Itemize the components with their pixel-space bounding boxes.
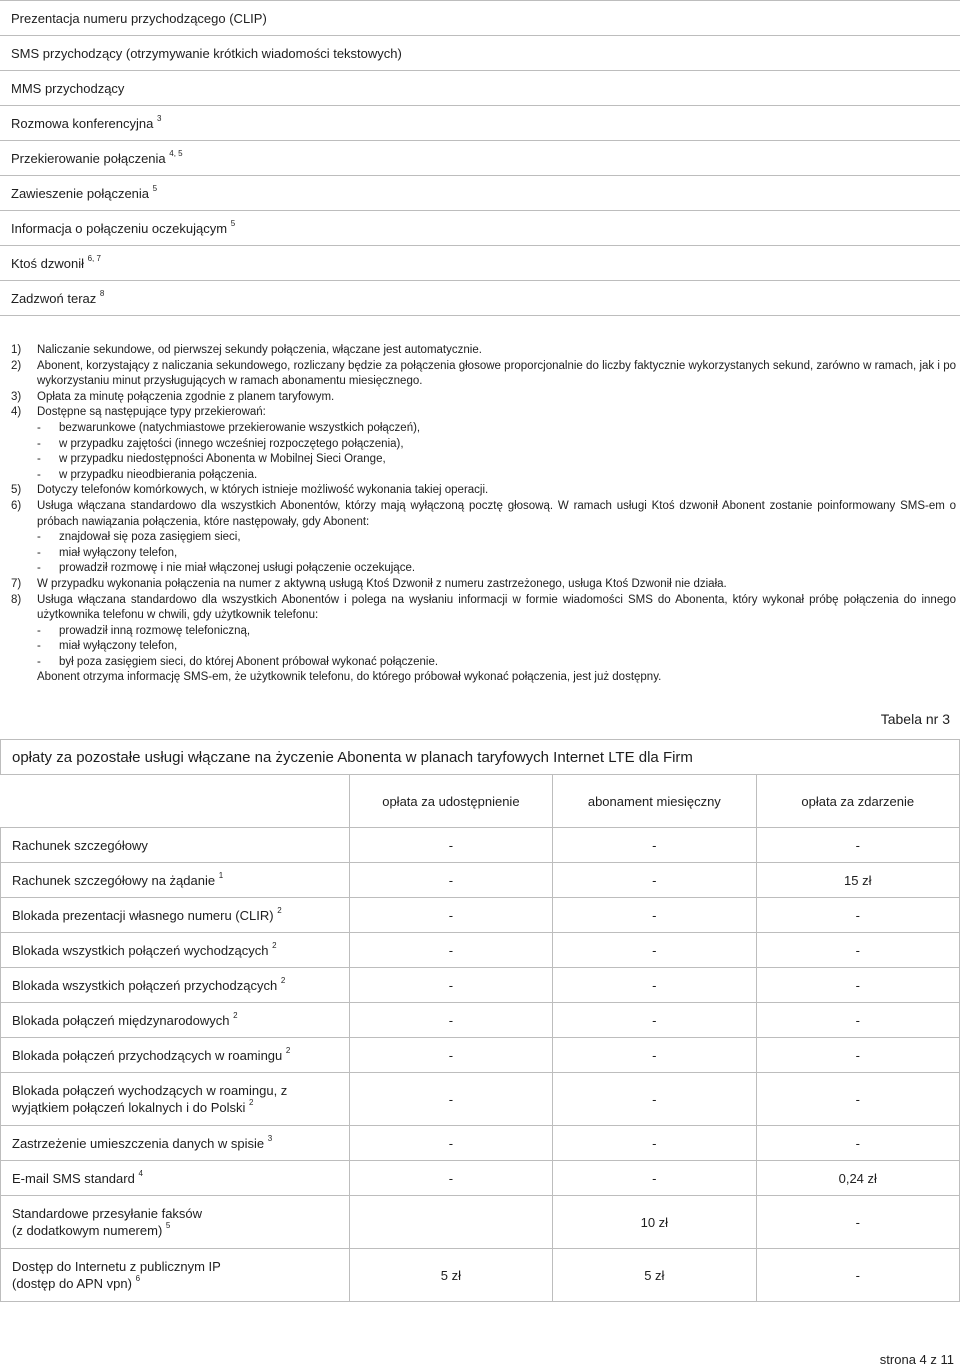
list-item: - miał wyłączony telefon, bbox=[37, 640, 178, 653]
service-row bbox=[0, 211, 960, 246]
service-row bbox=[0, 71, 960, 106]
service-label: Zawieszenie połączenia bbox=[11, 185, 150, 201]
footnote-ref: 2 bbox=[233, 1010, 238, 1020]
service-label: Ktoś dzwonił bbox=[11, 255, 84, 271]
table-row: Zastrzeżenie umieszczenia danych w spisie $^3$ - - - bbox=[1, 1126, 960, 1161]
service-label: Rozmowa konferencyjna bbox=[11, 115, 154, 131]
page-number: strona 4 z 11 bbox=[879, 1352, 954, 1367]
footnote-ref: 2 bbox=[277, 905, 282, 915]
service-label: Informacja o połączeniu oczekującym bbox=[11, 220, 228, 236]
list-item: - w przypadku nieodbierania połączenia. bbox=[37, 468, 258, 481]
table-row: Blokada wszystkich połączeń wychodzących $^2$ - - - bbox=[1, 933, 960, 968]
service-row bbox=[0, 246, 960, 281]
table-row: Blokada połączeń przychodzących w roamingu $^2$ - - - bbox=[1, 1038, 960, 1073]
footnote-ref: 5 bbox=[230, 218, 236, 228]
footnote-ref: 8 bbox=[99, 288, 105, 298]
service-row bbox=[0, 106, 960, 141]
footnote-ref: 2 bbox=[285, 1045, 291, 1055]
list-item: - był poza zasięgiem sieci, do której Abonent próbował wykonać połączenie. bbox=[37, 655, 439, 668]
footnote-4: 4) Dostępne są następujące typy przekierowań: bbox=[11, 406, 266, 419]
footnote-7: 7) W przypadku wykonania połączenia na numer z aktywną usługą Ktoś Dzwonił z numeru zastrzeżonego, usługa Ktoś Dzwonił nie działa. bbox=[11, 577, 727, 590]
fees-table bbox=[0, 739, 960, 1302]
footnote-8-continuation: Abonent otrzyma informację SMS-em, że użytkownik telefonu, do którego próbował wykonać połączenia, jest już dostępny. bbox=[37, 671, 662, 684]
footnote-1: 1) Naliczanie sekundowe, od pierwszej sekundy połączenia, włączane jest automatycznie. bbox=[11, 344, 482, 356]
footnote-ref: 5 bbox=[165, 1221, 171, 1230]
table-row: Blokada połączeń międzynarodowych $^2$ - - - bbox=[1, 1003, 960, 1038]
service-label: MMS przychodzący bbox=[11, 80, 125, 96]
table-row: Blokada wszystkich połączeń przychodzących $^2$ - - - bbox=[1, 968, 960, 1003]
footnote-ref: 2 bbox=[272, 940, 277, 950]
footnote-ref: 3 bbox=[267, 1133, 273, 1143]
table-title: opłaty za pozostałe usługi włączane na życzenie Abonenta w planach taryfowych Internet LTE dla Firm bbox=[1, 740, 960, 775]
service-label: Prezentacja numeru przychodzącego (CLIP) bbox=[11, 10, 267, 26]
footnote-ref: 6 bbox=[135, 1274, 141, 1283]
footnote-ref: 2 bbox=[280, 975, 286, 985]
service-row bbox=[0, 176, 960, 211]
column-header: opłata za zdarzenie bbox=[756, 775, 959, 828]
service-row bbox=[0, 36, 960, 71]
list-item: - bezwarunkowe (natychmiastowe przekierowanie wszystkich połączeń), bbox=[37, 421, 421, 434]
list-item: - miał wyłączony telefon, bbox=[37, 546, 178, 559]
table-header-row bbox=[1, 775, 960, 828]
footnote-ref: 4 bbox=[138, 1168, 143, 1178]
list-item: - w przypadku zajętości (innego wcześniej rozpoczętego połączenia), bbox=[37, 437, 404, 450]
service-row bbox=[0, 141, 960, 176]
footnote-3: 3) Opłata za minutę połączenia zgodnie z planem taryfowym. bbox=[11, 390, 335, 403]
table-row: Standardowe przesyłanie faksów (z dodatkowym numerem) $^5$ 10 zł - bbox=[1, 1196, 960, 1249]
table-row: Rachunek szczegółowy na żądanie $^1$ - - 15 zł bbox=[1, 863, 960, 898]
table-row: Dostęp do Internetu z publicznym IP (dostęp do APN vpn) $^6$ 5 zł 5 zł - bbox=[1, 1249, 960, 1302]
footnote-2: 2) Abonent, korzystający z naliczania sekundowego, rozliczany będzie za połączenia głosowe proporcjonalnie do liczby faktycznie wykorzystanych sekund, zarówno w ramach, jak i po wykorzystaniu minut przysługujących w ramach abonamentu miesięcznego. bbox=[11, 359, 956, 388]
column-header: abonament miesięczny bbox=[553, 775, 756, 828]
footnote-5: 5) Dotyczy telefonów komórkowych, w których istnieje możliwość wykonania takiej operacji. bbox=[11, 484, 489, 497]
table-row: Rachunek szczegółowy - - - bbox=[1, 828, 960, 863]
footnotes bbox=[11, 343, 956, 686]
service-row bbox=[0, 281, 960, 316]
column-header: opłata za udostępnienie bbox=[349, 775, 552, 828]
table-row: E-mail SMS standard $^4$ - - 0,24 zł bbox=[1, 1161, 960, 1196]
footnote-ref: 1 bbox=[218, 870, 224, 880]
service-row bbox=[0, 1, 960, 36]
table-number-label: Tabela nr 3 bbox=[880, 711, 950, 727]
table-title-row bbox=[1, 740, 960, 775]
footnote-ref: 5 bbox=[152, 183, 158, 193]
service-label: SMS przychodzący (otrzymywanie krótkich wiadomości tekstowych) bbox=[11, 45, 402, 61]
footnote-ref: 2 bbox=[249, 1098, 254, 1107]
service-label: Zadzwoń teraz bbox=[11, 290, 97, 306]
list-item: - znajdował się poza zasięgiem sieci, bbox=[37, 531, 241, 544]
service-label: Przekierowanie połączenia bbox=[11, 150, 166, 166]
services-table bbox=[0, 0, 960, 316]
list-item: - w przypadku niedostępności Abonenta w Mobilnej Sieci Orange, bbox=[37, 453, 386, 466]
footnote-ref: 3 bbox=[156, 113, 162, 123]
footnote-6: 6) Usługa włączana standardowo dla wszystkich Abonentów, którzy mają wyłączoną pocztę głosową. W ramach usługi Ktoś dzwonił Abonent zostanie poinformowany SMS-em o próbach nawiązania połączenia, które następowały, gdy Abonent: bbox=[11, 499, 956, 528]
footnote-ref: 6, 7 bbox=[87, 253, 101, 263]
list-item: - prowadził rozmowę i nie miał włączonej usługi połączenie oczekujące. bbox=[37, 562, 416, 575]
footnote-ref: 4, 5 bbox=[169, 148, 183, 158]
list-item: - prowadził inną rozmowę telefoniczną, bbox=[37, 624, 251, 637]
table-row: Blokada połączeń wychodzących w roamingu, z wyjątkiem połączeń lokalnych i do Polski $^2$ - - - bbox=[1, 1073, 960, 1126]
footnote-8: 8) Usługa włączana standardowo dla wszystkich Abonentów i polega na wysłaniu informacji w formie wiadomości SMS do Abonenta, który wykonał próbę połączenia do innego użytkownika telefonu w chwili, gdy użytkownik telefonu: bbox=[11, 593, 956, 622]
table-row: Blokada prezentacji własnego numeru (CLIR) $^2$ - - - bbox=[1, 898, 960, 933]
